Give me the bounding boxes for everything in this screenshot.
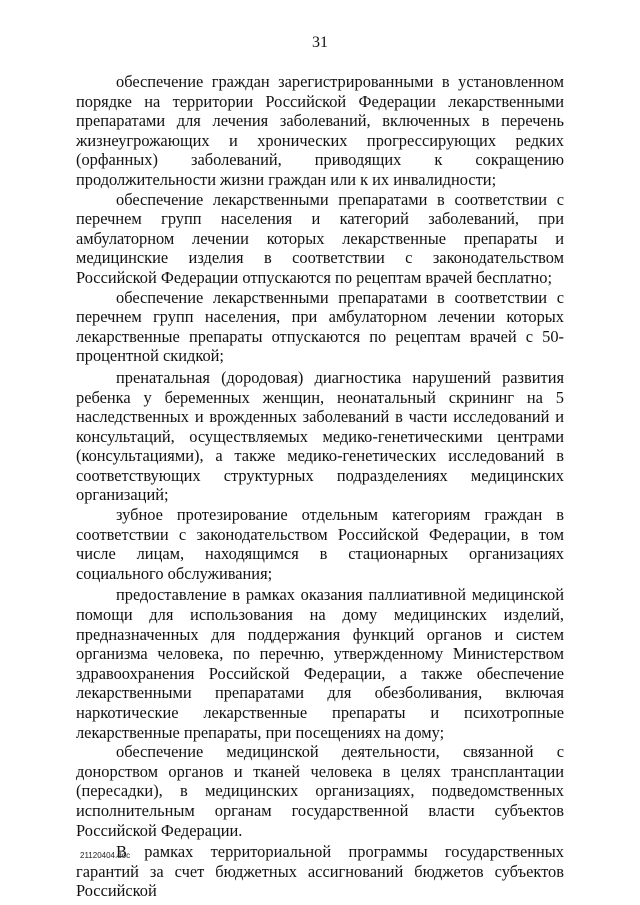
paragraph: предоставление в рамках оказания паллиативной медицинской помощи для использования на дому медицинских изделий, предназначенных для поддержания функций органов и систем организма человека, по перечню, утвержденному Министерством здравоохранения Российской Федерации, а также обеспечение лекарственными препаратами для обезболивания, включая наркотические лекарственные препараты и психотропные лекарственные препараты, при посещениях на дому;	[76, 585, 564, 742]
paragraph: зубное протезирование отдельным категориям граждан в соответствии с законодательством Российской Федерации, в том числе лицам, находящимся в стационарных организациях социального обслуживания;	[76, 505, 564, 583]
paragraph: обеспечение лекарственными препаратами в соответствии с перечнем групп населения, при амбулаторном лечении которых лекарственные препараты отпускаются по рецептам врачей с 50-процентной скидкой;	[76, 287, 564, 366]
paragraph: В рамках территориальной программы государственных гарантий за счет бюджетных ассигнований бюджетов субъектов Российской	[76, 842, 564, 901]
paragraph: пренатальная (дородовая) диагностика нарушений развития ребенка у беременных женщин, неонатальный скрининг на 5 наследственных и врожденных заболеваний в части исследований и консультаций, осуществляемых медико-генетическими центрами (консультациями), а также медико-генетических исследований в соответствующих структурных подразделениях медицинских организаций;	[76, 367, 564, 505]
document-body	[76, 72, 564, 901]
file-name-footer: 21120404.doc	[80, 851, 131, 860]
paragraph: обеспечение граждан зарегистрированными в установленном порядке на территории Российской Федерации лекарственными препаратами для лечения заболеваний, включенных в перечень жизнеугрожающих и хронических прогрессирующих редких (орфанных) заболеваний, приводящих к сокращению продолжительности жизни граждан или к их инвалидности;	[76, 72, 564, 189]
page-number: 31	[312, 34, 328, 51]
paragraph: обеспечение медицинской деятельности, связанной с донорством органов и тканей человека в целях трансплантации (пересадки), в медицинских организациях, подведомственных исполнительным органам государственной власти субъектов Российской Федерации.	[76, 742, 564, 840]
paragraph: обеспечение лекарственными препаратами в соответствии с перечнем групп населения и категорий заболеваний, при амбулаторном лечении которых лекарственные препараты и медицинские изделия в соответствии с законодательством Российской Федерации отпускаются по рецептам врачей бесплатно;	[76, 189, 564, 287]
